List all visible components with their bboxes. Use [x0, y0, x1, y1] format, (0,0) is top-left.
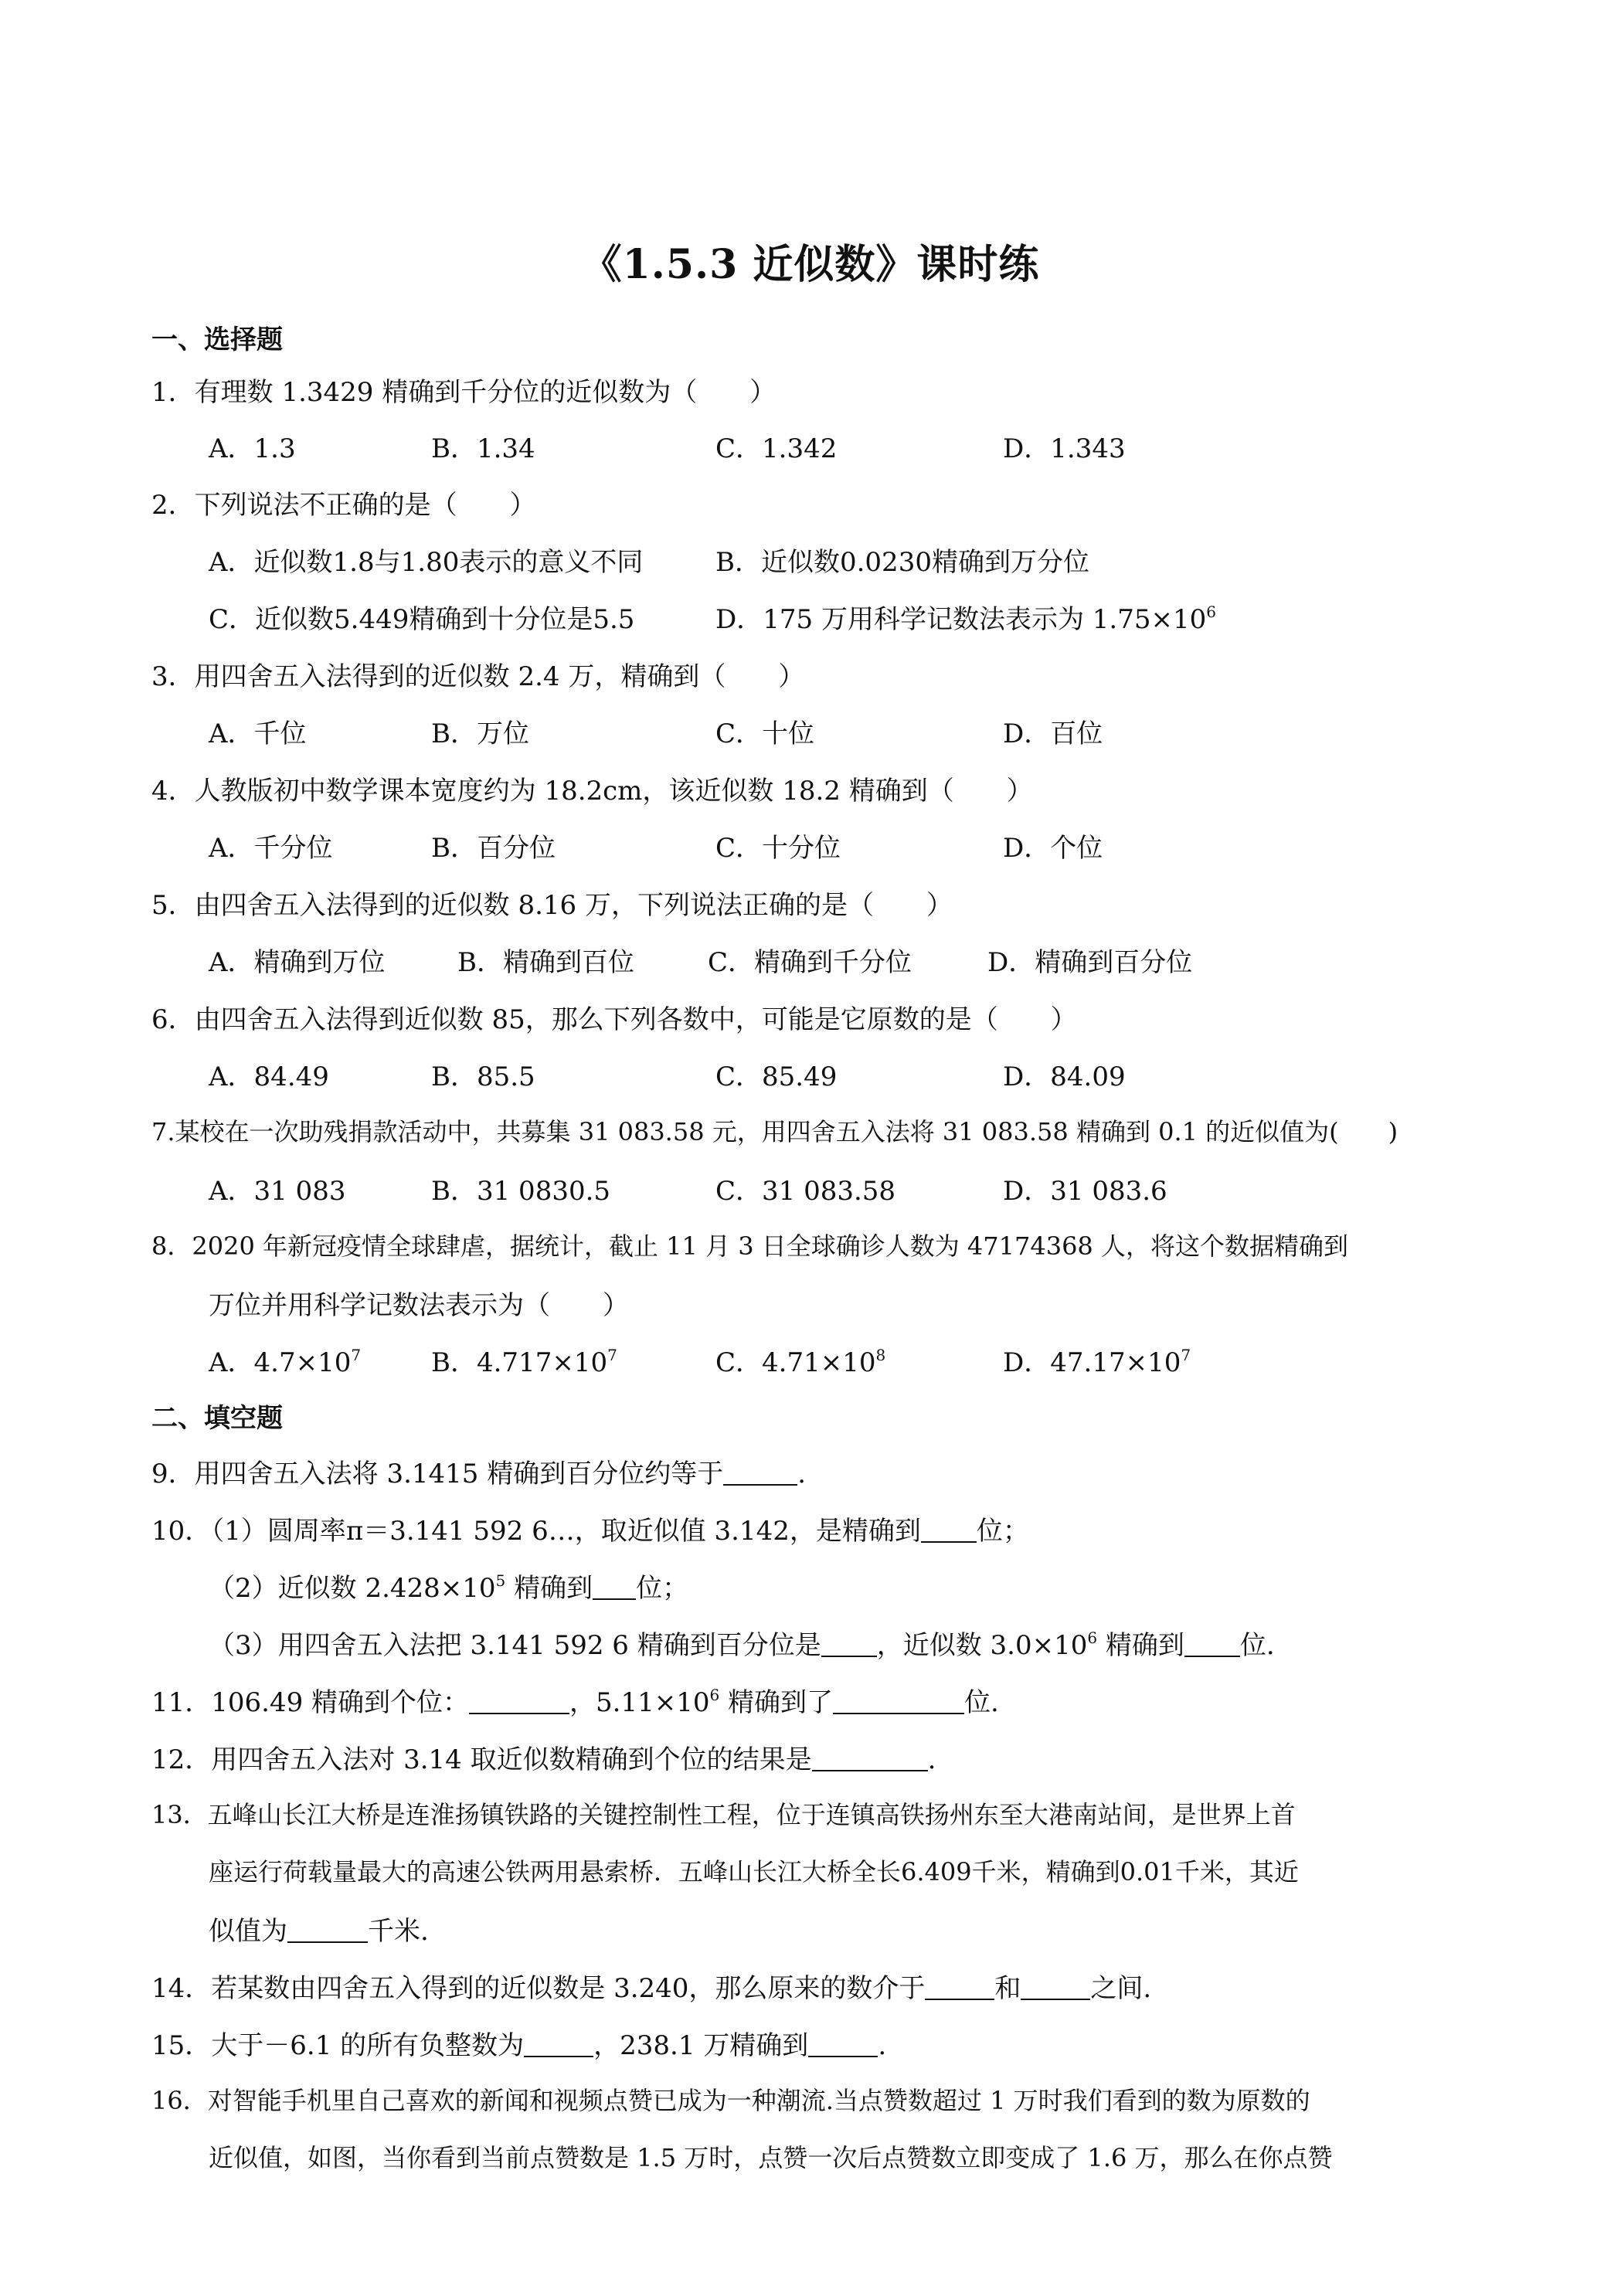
option-b: B．百分位 [431, 833, 556, 864]
option-a: A．$4.7\times 10^7$ [209, 1346, 362, 1378]
question-15: 15．大于－6.1 的所有负整数为 ，238.1 万精确到 . [151, 2030, 887, 2061]
question-10-part1: 10．（1）圆周率π＝3.141 592 6…，取近似值 3.142，是精确到 位； [151, 1516, 1029, 1547]
answer-blank[interactable] [524, 2033, 593, 2057]
page-title: 《1.5.3 近似数》课时练 [581, 241, 1040, 288]
answer-blank[interactable] [723, 1461, 797, 1486]
option-c: C．31 083.58 [715, 1176, 896, 1207]
question-16-line2: 近似值，如图，当你看到当前点赞数是 1.5 万时，点赞一次后点赞数立即变成了 1.6 万，那么在你点赞 [209, 2143, 1333, 2172]
question-8-stem-line1: 8．2020 年新冠疫情全球肆虐，据统计，截止 11 月 3 日全球确诊人数为 47174368 人，将这个数据精确到 [151, 1231, 1348, 1261]
answer-blank[interactable] [833, 1690, 964, 1714]
option-d: D．84.09 [1003, 1061, 1126, 1092]
question-3-stem: 3．用四舍五入法得到的近似数 2.4 万，精确到（ ） [151, 661, 805, 692]
option-c: C．精确到千分位 [708, 947, 912, 978]
question-10-part2: （2）近似数 $2.428\times 10^5$ 精确到 位； [209, 1571, 689, 1604]
question-8-stem-line2: 万位并用科学记数法表示为（ ） [209, 1290, 629, 1321]
option-c: C．85.49 [715, 1061, 838, 1092]
question-7-stem: 7.某校在一次助残捐款活动中，共募集 31 083.58 元，用四舍五入法将 31 083.58 精确到 0.1 的近似值为( ) [151, 1117, 1398, 1146]
option-c: C．十位 [715, 718, 815, 749]
option-d: D．$47.17\times 10^7$ [1003, 1346, 1191, 1378]
question-14: 14．若某数由四舍五入得到的近似数是 3.240，那么原来的数介于 和 之间. [151, 1973, 1152, 2004]
option-b: B．31 0830.5 [431, 1176, 611, 1207]
option-d: D．175 万用科学记数法表示为 $1.75\times 10^6$ [715, 603, 1216, 635]
question-13-line1: 13．五峰山长江大桥是连淮扬镇铁路的关键控制性工程，位于连镇高铁扬州东至大港南站间，是世界上首 [151, 1800, 1296, 1829]
option-c: C．十分位 [715, 833, 841, 864]
answer-blank[interactable] [821, 1632, 877, 1657]
option-a: A．精确到万位 [209, 947, 386, 978]
question-16-line1: 16．对智能手机里自己喜欢的新闻和视频点赞已成为一种潮流.当点赞数超过 1 万时我们看到的数为原数的 [151, 2086, 1310, 2115]
answer-blank[interactable] [593, 1575, 636, 1600]
answer-blank[interactable] [1184, 1632, 1240, 1657]
option-a: A．近似数1.8与1.80表示的意义不同 [209, 547, 644, 578]
question-10-part3: （3）用四舍五入法把 3.141 592 6 精确到百分位是 ，近似数 $3.0\times 10^6$ 精确到 位. [209, 1629, 1275, 1661]
question-6-stem: 6．由四舍五入法得到近似数 85，那么下列各数中，可能是它原数的是（ ） [151, 1004, 1077, 1035]
option-c: C．$4.71\times 10^8$ [715, 1346, 886, 1378]
question-4-stem: 4．人教版初中数学课本宽度约为 18.2cm，该近似数 18.2 精确到（ ） [151, 776, 1033, 807]
option-d: D．精确到百分位 [987, 947, 1193, 978]
option-a: A．千位 [209, 718, 307, 749]
option-d: D．百位 [1003, 718, 1103, 749]
section-fill-heading: 二、填空题 [151, 1403, 283, 1434]
question-1-stem: 1．有理数 1.3429 精确到千分位的近似数为（ ） [151, 377, 777, 408]
option-a: A．千分位 [209, 833, 333, 864]
answer-blank[interactable] [469, 1690, 569, 1714]
answer-blank[interactable] [812, 1747, 928, 1771]
option-a: A．31 083 [209, 1176, 346, 1207]
answer-blank[interactable] [925, 1975, 994, 2000]
section-choice-heading: 一、选择题 [151, 324, 283, 355]
option-c: C．1.342 [715, 433, 838, 464]
option-b: B．85.5 [431, 1061, 535, 1092]
question-13-line3: 似值为 千米. [209, 1916, 429, 1947]
option-b: B．万位 [431, 718, 529, 749]
question-9: 9．用四舍五入法将 3.1415 精确到百分位约等于 . [151, 1459, 807, 1489]
answer-blank[interactable] [921, 1518, 977, 1543]
option-d: D．1.343 [1003, 433, 1126, 464]
answer-blank[interactable] [1021, 1975, 1090, 2000]
option-b: B．$4.717\times 10^7$ [431, 1346, 617, 1378]
option-b: B．近似数0.0230精确到万分位 [715, 547, 1089, 578]
question-11: 11．106.49 精确到个位： ，$5.11\times 10^6$ 精确到了 位. [151, 1686, 999, 1718]
question-12: 12．用四舍五入法对 3.14 取近似数精确到个位的结果是 . [151, 1744, 936, 1775]
option-b: B．1.34 [431, 433, 535, 464]
question-2-stem: 2．下列说法不正确的是（ ） [151, 490, 536, 521]
option-b: B．精确到百位 [457, 947, 634, 978]
answer-blank[interactable] [808, 2033, 878, 2057]
question-13-line2: 座运行荷载量最大的高速公铁两用悬索桥．五峰山长江大桥全长6.409千米，精确到0.01千米，其近 [209, 1857, 1299, 1887]
question-5-stem: 5．由四舍五入法得到的近似数 8.16 万，下列说法正确的是（ ） [151, 890, 953, 921]
answer-blank[interactable] [287, 1918, 368, 1943]
option-a: A．84.49 [209, 1061, 329, 1092]
option-d: D．个位 [1003, 833, 1103, 864]
option-a: A．1.3 [209, 433, 296, 464]
option-d: D．31 083.6 [1003, 1176, 1167, 1207]
option-c: C．近似数5.449精确到十分位是5.5 [209, 604, 635, 635]
